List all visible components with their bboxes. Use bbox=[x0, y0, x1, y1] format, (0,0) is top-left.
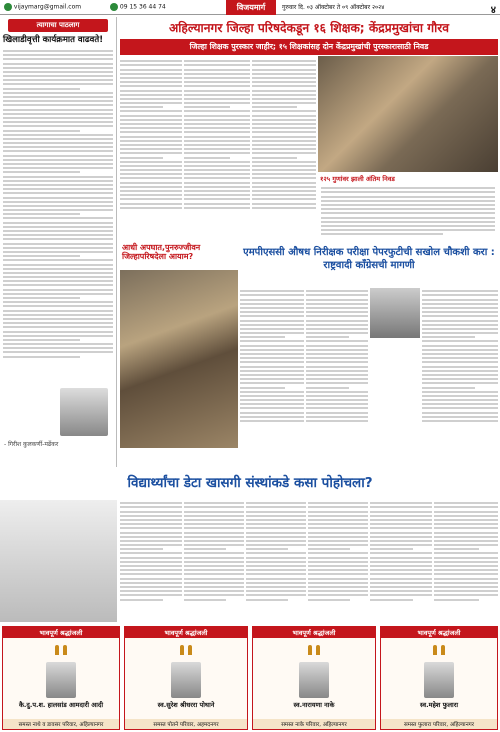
tribute-ad-1 bbox=[2, 626, 120, 730]
main-subheadline: जिल्हा शिक्षक पुरस्कार जाहीर; १५ शिक्षकांसह दोन केंद्रप्रमुखांची पुरस्कारासाठी निवड bbox=[120, 39, 498, 55]
student-col-1 bbox=[120, 500, 182, 622]
columnist-name: - गिरीश कुलकर्णी-मर्ढेकर bbox=[4, 441, 59, 448]
main-article-col-1 bbox=[120, 58, 182, 238]
dateline: गुरुवार दि. ०३ ऑक्टोबर ते ०९ ऑक्टोबर २०२४ bbox=[282, 4, 385, 11]
portrait-photo bbox=[299, 662, 329, 698]
ad-footer: समस्त नाके परिवार, अहिल्यानगर bbox=[253, 719, 375, 729]
main-article-col-3 bbox=[252, 58, 316, 238]
mpsc-col-1 bbox=[240, 288, 304, 448]
accident-headline: आधी अपघात,पुनरुज्जीवन जिल्हापरिषदेला आयाम? bbox=[122, 243, 201, 262]
selection-box-title: १२५ गुणांवर झाली अंतिम निवड bbox=[320, 175, 395, 183]
student-col-6 bbox=[434, 500, 498, 622]
page-number: ४ bbox=[490, 5, 496, 16]
mpsc-headline: एमपीएससी औषध निरीक्षक परीक्षा पेपरफुटीची सखोल चौकशी करा : राष्ट्रवादी काँग्रेसची मागणी bbox=[243, 247, 495, 271]
lamp-icon bbox=[3, 640, 119, 659]
ad-footer: समस्त फुलारा परिवार, अहिल्यानगर bbox=[381, 719, 497, 729]
main-headline: अहिल्यानगर जिल्हा परिषदेकडून १६ शिक्षक; केंद्रप्रमुखांचा गौरव bbox=[168, 21, 450, 35]
student-col-4 bbox=[308, 500, 368, 622]
portrait-photo bbox=[171, 662, 201, 698]
portrait-photo bbox=[46, 662, 76, 698]
left-headline: खिलाडीवृत्ती कार्यक्रमात वाढवते! bbox=[3, 35, 104, 45]
lamp-icon bbox=[253, 640, 375, 659]
email-line bbox=[4, 3, 81, 11]
student-data-photo bbox=[0, 500, 117, 622]
selection-box bbox=[318, 172, 498, 240]
mpsc-person-photo bbox=[370, 288, 420, 338]
columnist-photo bbox=[60, 388, 108, 436]
student-data-headline: विद्यार्थ्यांचा डेटा खासगी संस्थांकडे कसा पोहोचला? bbox=[127, 475, 373, 491]
lamp-icon bbox=[381, 640, 497, 659]
student-col-3 bbox=[246, 500, 306, 622]
accident-photo bbox=[120, 270, 238, 448]
lamp-icon bbox=[125, 640, 247, 659]
top-strip bbox=[0, 0, 500, 15]
ad-heading: भावपूर्ण श्रद्धांजली bbox=[125, 627, 247, 638]
tribute-ad-2 bbox=[124, 626, 248, 730]
ad-heading: भावपूर्ण श्रद्धांजली bbox=[3, 627, 119, 638]
ad-name: कै.दु.प.श. हालसांड आमदारी आदी bbox=[18, 701, 104, 709]
portrait-photo bbox=[424, 662, 454, 698]
mpsc-col-3 bbox=[422, 288, 498, 448]
student-col-5 bbox=[370, 500, 432, 622]
tribute-ad-4 bbox=[380, 626, 498, 730]
mail-icon bbox=[4, 3, 12, 11]
mpsc-col-2 bbox=[306, 288, 368, 448]
ad-footer: समस्त नाथे व डावसर परिवार, अहिल्यानगर bbox=[3, 719, 119, 729]
ad-footer: समस्त पोतने परिवार, अहमदनगर bbox=[125, 719, 247, 729]
phone-line bbox=[110, 3, 166, 11]
left-body-text bbox=[0, 50, 116, 358]
zilla-parishad-building-photo bbox=[318, 56, 498, 172]
email-text: vijaymarg@gmail.com bbox=[13, 3, 82, 11]
phone-text: 09 15 36 44 74 bbox=[119, 3, 166, 11]
tribute-ad-3 bbox=[252, 626, 376, 730]
whatsapp-icon bbox=[110, 3, 118, 11]
ad-name: स्व.महेश फुलारा bbox=[419, 701, 459, 709]
masthead: विजयमार्ग bbox=[226, 0, 276, 15]
ad-name: स्व.नारायणा नाके bbox=[293, 701, 335, 709]
ad-heading: भावपूर्ण श्रद्धांजली bbox=[381, 627, 497, 638]
column-tag: त्यागाचा पाठलाग bbox=[8, 19, 108, 32]
main-article-col-2 bbox=[184, 58, 250, 238]
ad-name: स्व.सुरेश श्रीधररा पोथाने bbox=[157, 701, 215, 709]
ad-heading: भावपूर्ण श्रद्धांजली bbox=[253, 627, 375, 638]
student-col-2 bbox=[184, 500, 244, 622]
